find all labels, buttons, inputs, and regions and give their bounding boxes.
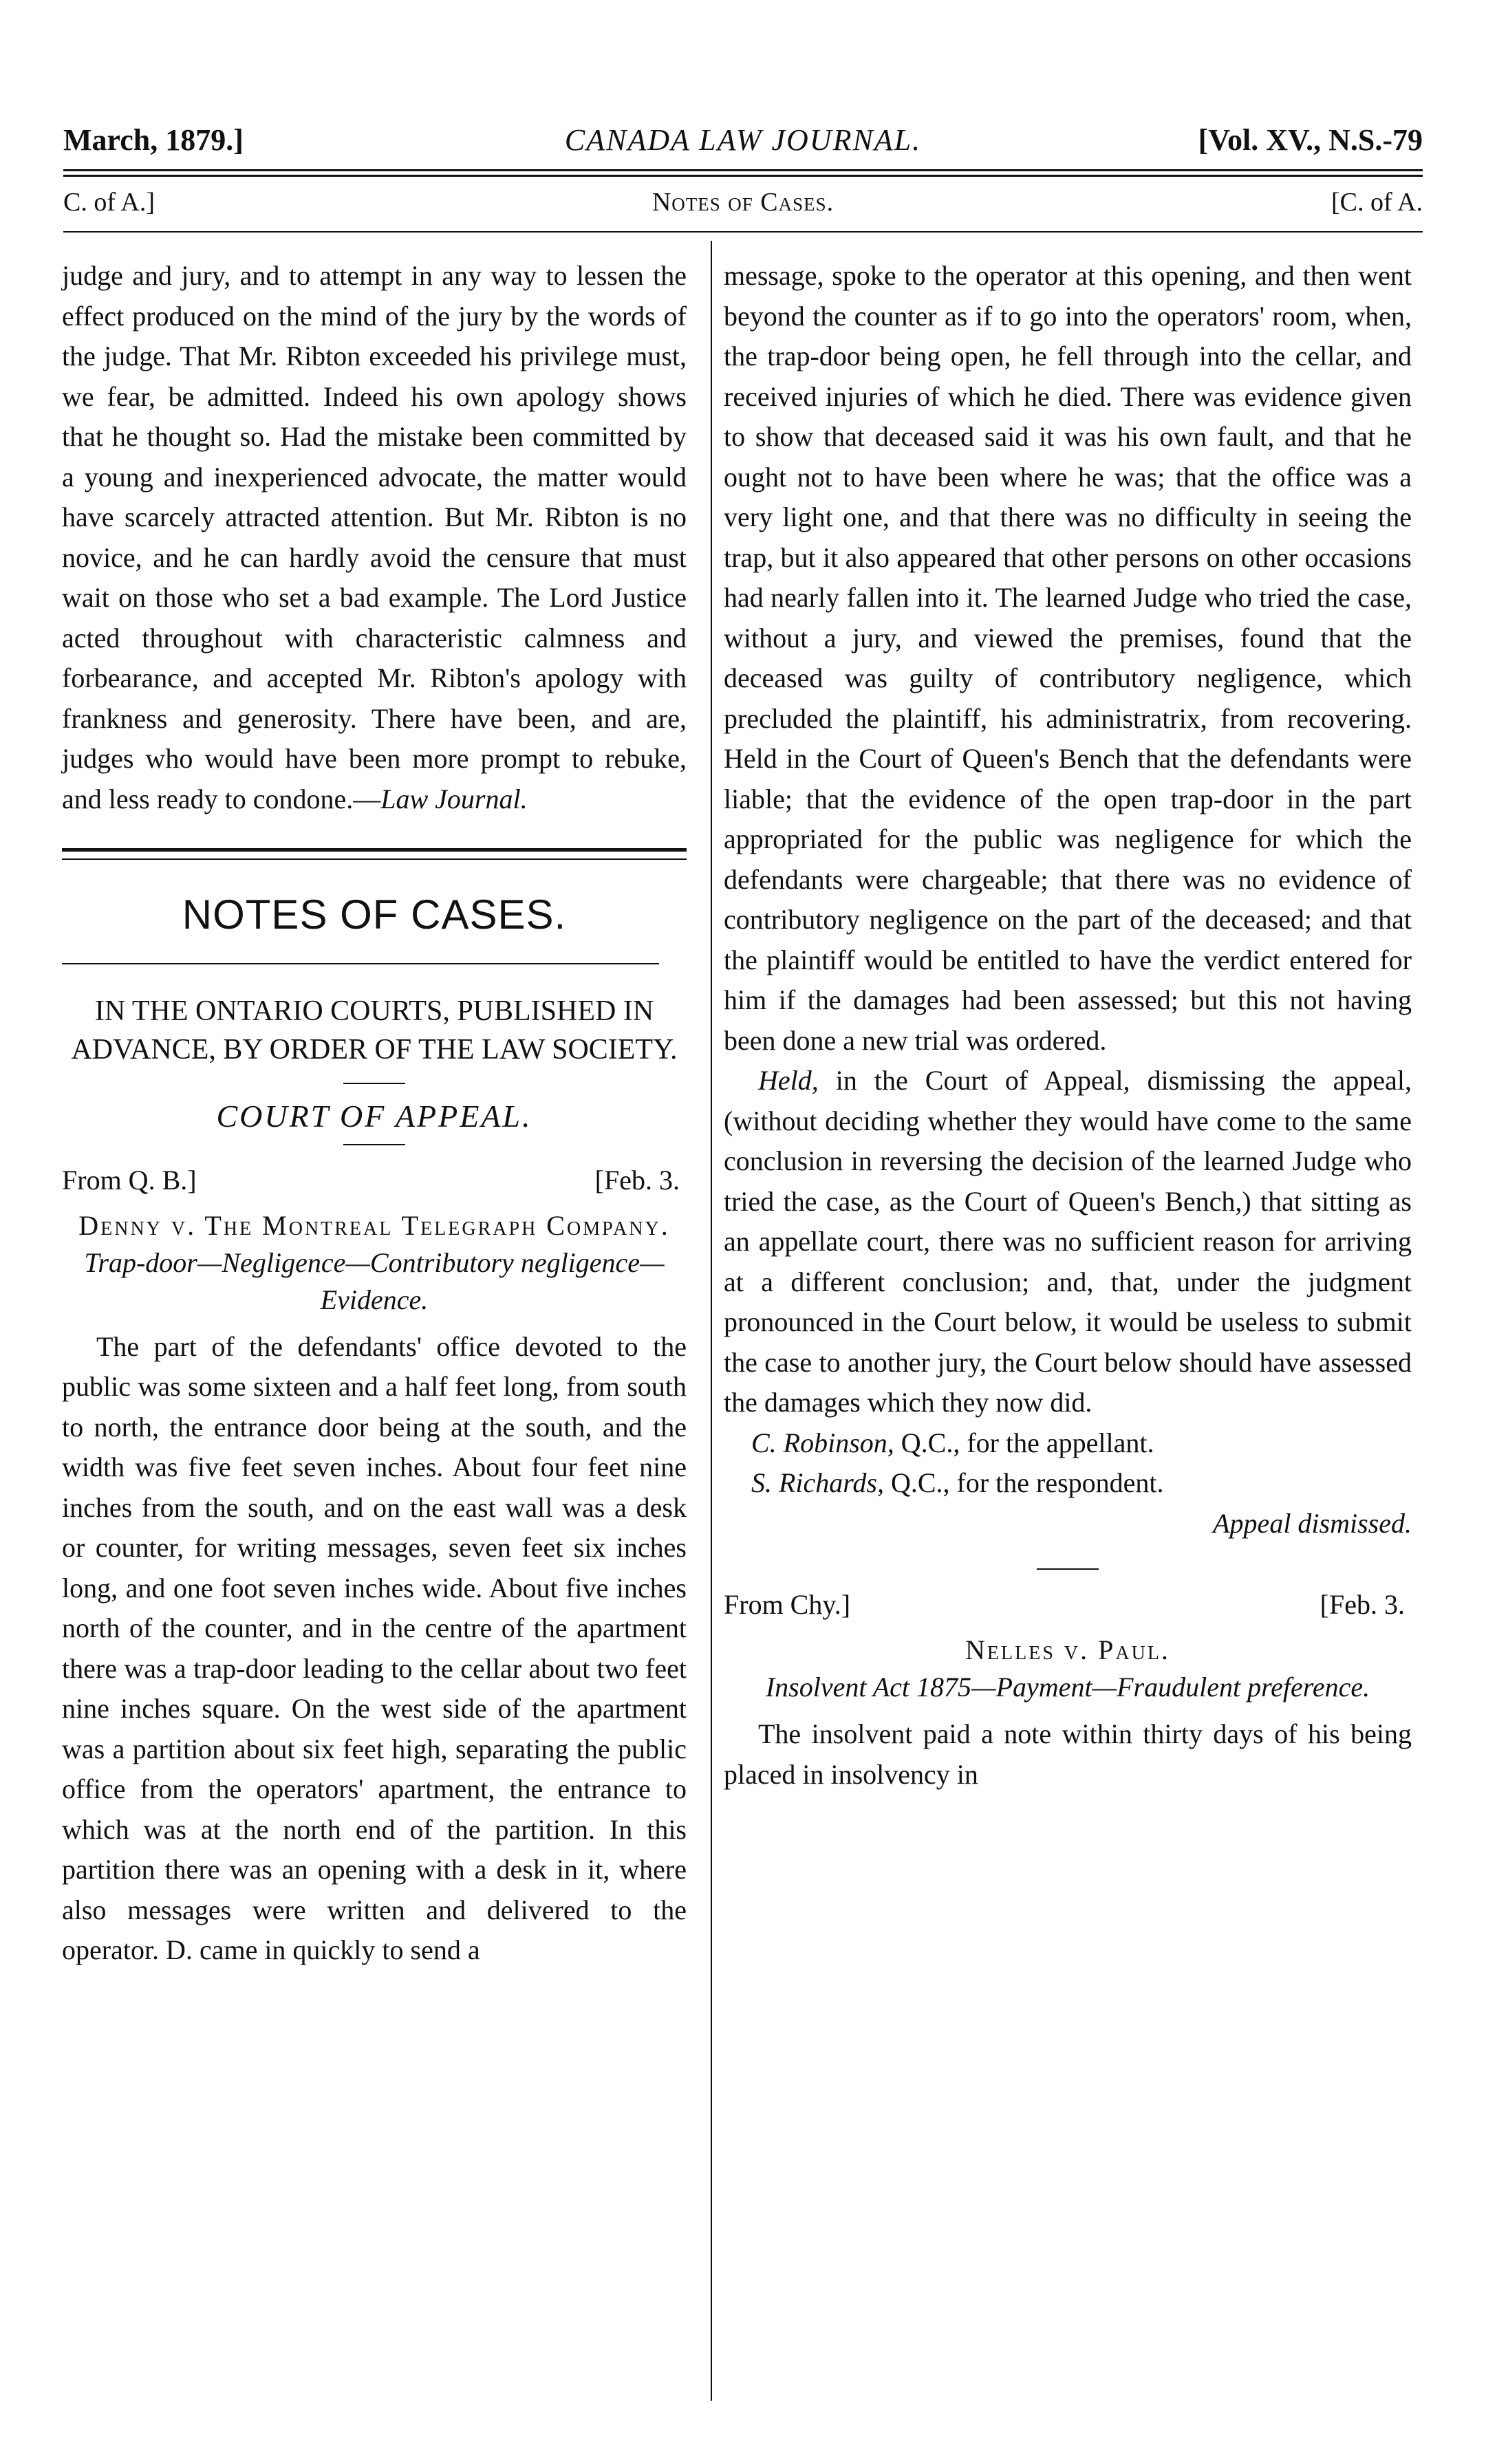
court-abbrev-right: [C. of A. — [1331, 188, 1423, 217]
volume-page-number: [Vol. XV., N.S.-79 — [1198, 123, 1423, 157]
article-source: Law Journal. — [380, 783, 528, 814]
case-title: Nelles v. Paul. — [965, 1634, 1170, 1665]
counsel-respondent — [724, 1463, 1412, 1504]
held-text: in the Court of Appeal, dismissing the appeal, (without deciding whether they would have come to the same conclusion in reversing the decision of the learned Judge who tried the case, as the Court of Queen's Bench,) that sitting as an appellate court, there was no sufficient reason for arriving at a different conclusion; and, that, under the judgment pronounced in the Court below, it would be useless to submit the case to another jury, the Court below should have assessed the damages which they now did. — [724, 1065, 1412, 1418]
counsel-appellant — [724, 1423, 1412, 1464]
held-paragraph — [724, 1061, 1412, 1423]
court-abbrev-left: C. of A.] — [63, 188, 155, 217]
section-break-rule — [62, 848, 687, 860]
section-name: Notes of Cases. — [652, 188, 834, 217]
counsel-name: C. Robinson, — [751, 1427, 894, 1458]
right-column — [724, 256, 1412, 1795]
case-continuation-paragraph: message, spoke to the operator at this opening, and then went beyond the counter as if to go into the operators' room, when, the trap-door being open, he fell through into the cellar, and received injuries of which he died. There was evidence given to show that deceased said it was his own fault, and that he ought not to have been where he was; that the office was a very light one, and that there was no difficulty in seeing the trap, but it also appeared that other persons on other occasions had nearly fallen into it. The learned Judge who tried the case, without a jury, and viewed the premises, found that the deceased was guilty of contributory negligence, which precluded the plaintiff, his administratrix, from recovering. Held in the Court of Queen's Bench that the defendants were liable; that the evidence of the open trap-door in the part appropriated for the public was negligence for which the defendants were chargeable; that there was no evidence of contributory negligence on the part of the deceased; and that the plaintiff would be entitled to have the verdict entered for him if the damages had been assessed; but this not having been done a new trial was ordered. — [724, 260, 1412, 1056]
case-origin-line — [724, 1585, 1412, 1628]
left-column — [62, 256, 687, 1971]
short-divider — [1037, 1568, 1099, 1570]
publication-note: IN THE ONTARIO COURTS, PUBLISHED IN ADVANCE, BY ORDER OF THE LAW SOCIETY. — [71, 995, 678, 1066]
short-divider — [343, 1144, 405, 1145]
case-origin: From Q. B.] — [62, 1164, 197, 1196]
section-header — [63, 187, 1423, 228]
section-header-rule — [63, 231, 1423, 233]
article-ending-paragraph — [62, 256, 687, 819]
header-date: March, 1879.] — [63, 123, 244, 157]
column-divider — [711, 241, 712, 2401]
case-date: [Feb. 3. — [594, 1164, 680, 1196]
case-subject: Trap-door—Negligence—Contributory negligence—Evidence. — [84, 1246, 665, 1315]
case-disposition: Appeal dismissed. — [1213, 1507, 1412, 1539]
court-of-appeal-heading: COURT OF APPEAL. — [216, 1099, 532, 1134]
short-divider — [343, 1083, 405, 1084]
title-underline — [62, 963, 659, 964]
case-origin: From Chy.] — [724, 1589, 851, 1620]
case-date: [Feb. 3. — [1320, 1589, 1405, 1620]
case-title: Denny v. The Montreal Telegraph Company. — [78, 1209, 670, 1241]
counsel-role: Q.C., for the appellant. — [894, 1427, 1154, 1458]
counsel-role: Q.C., for the respondent. — [883, 1467, 1164, 1498]
held-word: Held, — [758, 1065, 819, 1096]
case-paragraph: The insolvent paid a note within thirty days of his being placed in insolvency in — [724, 1718, 1412, 1790]
article-ending-text: judge and jury, and to attempt in any way to lessen the effect produced on the mind of the jury by the words of the judge. That Mr. Ribton exceeded his privilege must, we fear, be admitted. Indeed his own apology shows that he thought so. Had the mistake been committed by a young and inexperienced advocate, the matter would have scarcely attracted attention. But Mr. Ribton is no novice, and he can hardly avoid the censure that must wait on those who set a bad example. The Lord Justice acted throughout with characteristic calmness and forbearance, and accepted Mr. Ribton's apology with frankness and generosity. There have been, and are, judges who would have been more prompt to rebuke, and less ready to condone.— — [62, 260, 687, 814]
running-header — [63, 122, 1423, 171]
case-subject: Insolvent Act 1875—Payment—Fraudulent preference. — [765, 1672, 1370, 1703]
header-double-rule — [63, 169, 1423, 177]
notes-of-cases-title: NOTES OF CASES. — [182, 891, 567, 938]
counsel-name: S. Richards, — [751, 1467, 884, 1498]
case-origin-line — [62, 1160, 687, 1203]
case-paragraph: The part of the defendants' office devoted to the public was some sixteen and a half feet long, from south to north, the entrance door being at the south, and the width was five feet seven inches. About four feet nine inches from the south, and on the east wall was a desk or counter, for writing messages, seven feet six inches long, and one foot seven inches wide. About five inches north of the counter, and in the centre of the apartment there was a trap-door leading to the cellar about two feet nine inches square. On the west side of the apartment was a partition about six feet high, separating the public office from the operators' apartment, the entrance to which was at the north end of the partition. In this partition there was an opening with a desk in it, where also messages were written and delivered to the operator. D. came in quickly to send a — [62, 1330, 687, 1965]
journal-title: CANADA LAW JOURNAL. — [564, 123, 922, 157]
